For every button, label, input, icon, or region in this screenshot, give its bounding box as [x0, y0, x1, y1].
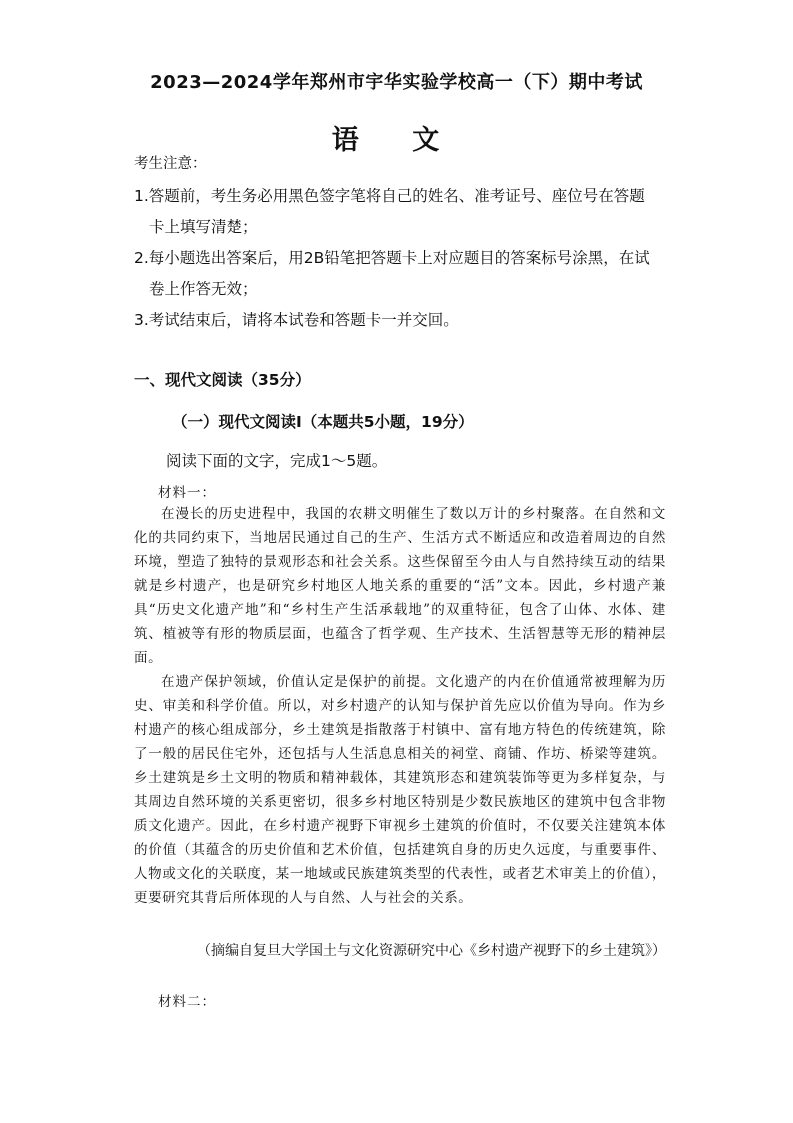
- notice-item-2-line-1: 2.每小题选出答案后，用2B铅笔把答题卡上对应题目的答案标号涂黑，在试: [134, 249, 650, 267]
- reading-instruction: 阅读下面的文字，完成1～5题。: [166, 452, 388, 470]
- section-heading: 一、现代文阅读（35分）: [134, 371, 311, 389]
- subject-title: 语 文: [331, 125, 462, 156]
- notice-item-2-line-2: 卷上作答无效；: [149, 280, 258, 298]
- notice-item-2: [134, 243, 679, 305]
- notice-item-1-line-2: 卡上填写清楚；: [149, 218, 258, 236]
- material-1-paragraph-1: 在漫长的历史进程中，我国的农耕文明催生了数以万计的乡村聚落。在自然和文化的共同约束下，当地居民通过自己的生产、生活方式不断适应和改造着周边的自然环境，塑造了独特的景观形态和社会关系。这些保留至今由人与自然持续互动的结果就是乡村遗产，也是研究乡村地区人地关系的重要的“活”文本。因此，乡村遗产兼具“历史文化遗产地”和“乡村生产生活承载地”的双重特征，包含了山体、水体、建筑、植被等有形的物质层面，也蕴含了哲学观、生产技术、生活智慧等无形的精神层面。: [134, 506, 666, 666]
- notice-item-1: [134, 181, 679, 243]
- subsection-heading: （一）现代文阅读Ⅰ（本题共5小题，19分）: [172, 413, 474, 431]
- notice-item-1-line-1: 1.答题前，考生务必用黑色签字笔将自己的姓名、准考证号、座位号在答题: [134, 187, 645, 205]
- material-2-label: 材料二：: [158, 994, 216, 1010]
- material-1-source: （摘编自复旦大学国土与文化资源研究中心《乡村遗产视野下的乡土建筑》）: [197, 943, 666, 959]
- material-1-paragraph-2: 在遗产保护领域，价值认定是保护的前提。文化遗产的内在价值通常被理解为历史、审美和科学价值。所以，对乡村遗产的认知与保护首先应以价值为导向。作为乡村遗产的核心组成部分，乡土建筑是指散落于村镇中、富有地方特色的传统建筑，除了一般的居民住宅外，还包括与人生活息息相关的祠堂、商铺、作坊、桥梁等建筑。乡土建筑是乡土文明的物质和精神载体，其建筑形态和建筑装饰等更为多样复杂，与其周边自然环境的关系更密切，很多乡村地区特别是少数民族地区的建筑中包含非物质文化遗产。因此，在乡村遗产视野下审视乡土建筑的价值时，不仅要关注建筑本体的价值（其蕴含的历史价值和艺术价值，包括建筑自身的历史久远度，与重要事件、人物或文化的关联度，某一地域或民族建筑类型的代表性，或者艺术审美上的价值），更要研究其背后所体现的人与自然、人与社会的关系。: [134, 674, 666, 906]
- notice-item-3-line-1: 3.考试结束后，请将本试卷和答题卡一并交回。: [134, 311, 459, 329]
- notice-item-3: [134, 305, 679, 336]
- material-1-label: 材料一：: [158, 485, 216, 501]
- notice-heading: 考生注意：: [134, 156, 207, 172]
- exam-title: 2023—2024学年郑州市宇华实验学校高一（下）期中考试: [150, 72, 643, 93]
